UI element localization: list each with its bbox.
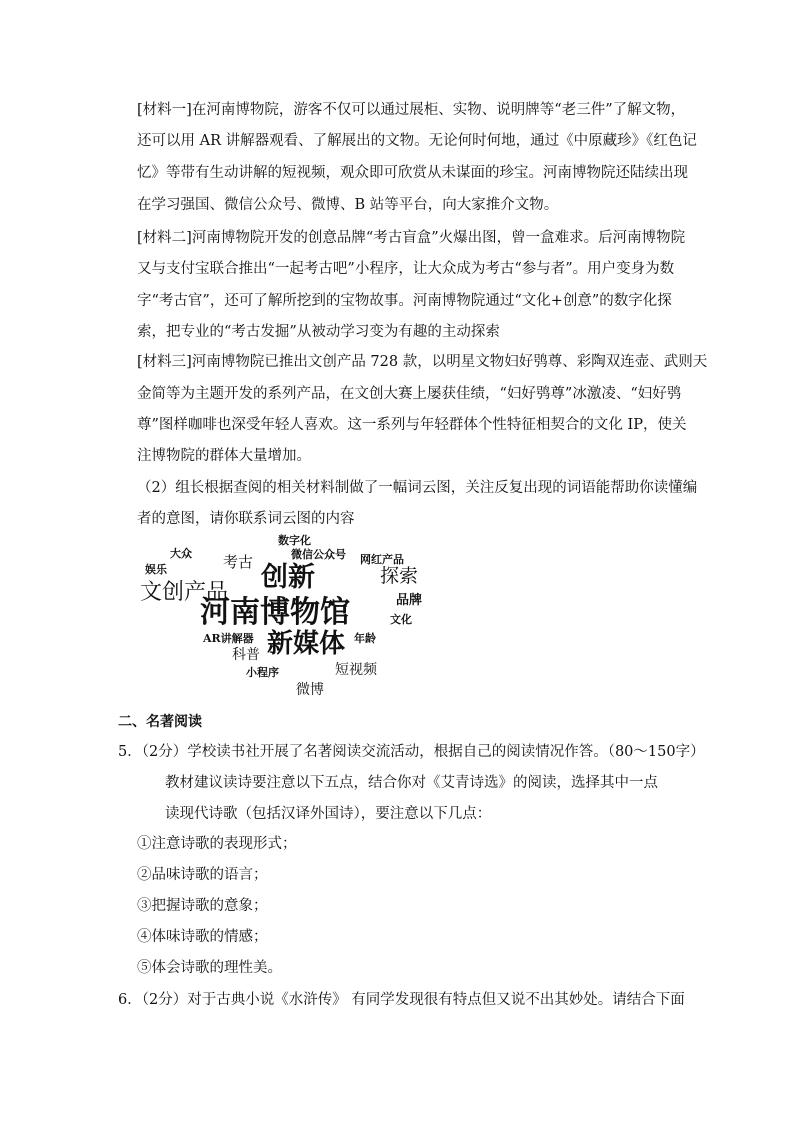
question-5-item-5: ⑤体会诗歌的理性美。	[137, 960, 282, 976]
question-2-line-1: （2）组长根据查阅的相关材料制做了一幅词云图，关注反复出现的词语能帮助你读懂编	[137, 480, 698, 496]
cloud-word-ar: AR讲解器	[203, 632, 254, 645]
material-1-line-2: 还可以用 AR 讲解器观看、了解展出的文物。无论何时何地，通过《中原藏珍》《红色记	[137, 133, 697, 149]
question-5-item-3: ③把握诗歌的意象；	[137, 898, 268, 914]
cloud-word-wenchuang: 文创产品	[140, 580, 229, 605]
cloud-word-pinpai: 品牌	[396, 593, 423, 608]
material-1-line-4: 在学习强国、微信公众号、微博、B 站等平台，向大家推介文物。	[137, 197, 559, 213]
material-1-line-3: 忆》等带有生动讲解的短视频，观众即可欣赏从未谋面的珍宝。河南博物院还陆续出现	[137, 165, 688, 181]
cloud-word-xiaochengxu: 小程序	[246, 666, 279, 679]
question-6-line-1: 6．（2分）对于古典小说《水浒传》 有同学发现很有特点但又说不出其妙处。请结合下面	[118, 992, 685, 1008]
material-3-line-1: [材料三]河南博物院已推出文创产品 728 款，以明星文物妇好鸮尊、彩陶双连壶、武则天	[137, 354, 708, 370]
cloud-word-xinmeiti: 新媒体	[267, 629, 346, 659]
word-cloud	[128, 530, 448, 708]
material-2-line-2: 又与支付宝联合推出“一起考古吧”小程序，让大众成为考古“参与者”。用户变身为数	[137, 261, 675, 277]
cloud-word-henan: 河南博物馆	[200, 595, 350, 630]
question-2-line-2: 者的意图，请你联系词云图的内容	[137, 511, 355, 527]
cloud-word-kepu: 科普	[232, 647, 260, 663]
cloud-word-weibo: 微博	[296, 682, 324, 698]
material-1-line-1: [材料一]在河南博物院，游客不仅可以通过展柜、实物、说明牌等“老三件”了解文物，	[137, 102, 686, 118]
question-5-item-4: ④体味诗歌的情感；	[137, 929, 268, 945]
section-title: 二、名著阅读	[118, 714, 202, 730]
cloud-word-chuangxin: 创新	[261, 562, 315, 593]
material-2-line-3: 字“考古官”，还可了解所挖到的宝物故事。河南博物院通过“文化+创意”的数字化探	[137, 293, 672, 309]
cloud-word-weixin: 微信公众号	[291, 548, 346, 561]
cloud-word-wenhua: 文化	[390, 613, 412, 626]
cloud-word-nianling: 年龄	[354, 632, 376, 645]
material-3-line-3: 尊”图样咖啡也深受年轻人喜欢。这一系列与年轻群体个性特征相契合的文化 IP，使关	[137, 417, 687, 433]
material-2-line-4: 索，把专业的“考古发掘”从被动学习变为有趣的主动探索	[137, 324, 500, 340]
question-5-line-1: 5．（2分）学校读书社开展了名著阅读交流活动，根据自己的阅读情况作答。（80～150字）	[118, 744, 705, 760]
cloud-word-tansuo: 探索	[380, 565, 419, 587]
question-5-line-2: 教材建议读诗要注意以下五点，结合你对《艾青诗选》的阅读，选择其中一点	[165, 775, 658, 791]
cloud-word-kaogu: 考古	[223, 553, 254, 571]
cloud-word-shuzihua: 数字化	[278, 534, 311, 547]
cloud-word-wanghong: 网红产品	[360, 553, 404, 566]
material-3-line-2: 金简等为主题开发的系列产品，在文创大赛上屡获佳绩，“妇好鸮尊”冰激凌、“妇好鸮	[137, 386, 682, 402]
question-5-item-1: ①注意诗歌的表现形式；	[137, 836, 297, 852]
cloud-word-duanshipin: 短视频	[335, 662, 377, 678]
cloud-word-yule: 娱乐	[145, 563, 167, 576]
question-5-item-2: ②品味诗歌的语言；	[137, 867, 268, 883]
cloud-word-dazhong: 大众	[170, 547, 192, 560]
material-3-line-4: 注博物院的群体大量增加。	[137, 448, 311, 464]
material-2-line-1: [材料二]河南博物院开发的创意品牌“考古盲盒”火爆出图，曾一盒难求。后河南博物院	[137, 230, 686, 246]
question-5-line-3: 读现代诗歌（包括汉译外国诗），要注意以下几点：	[165, 806, 492, 822]
